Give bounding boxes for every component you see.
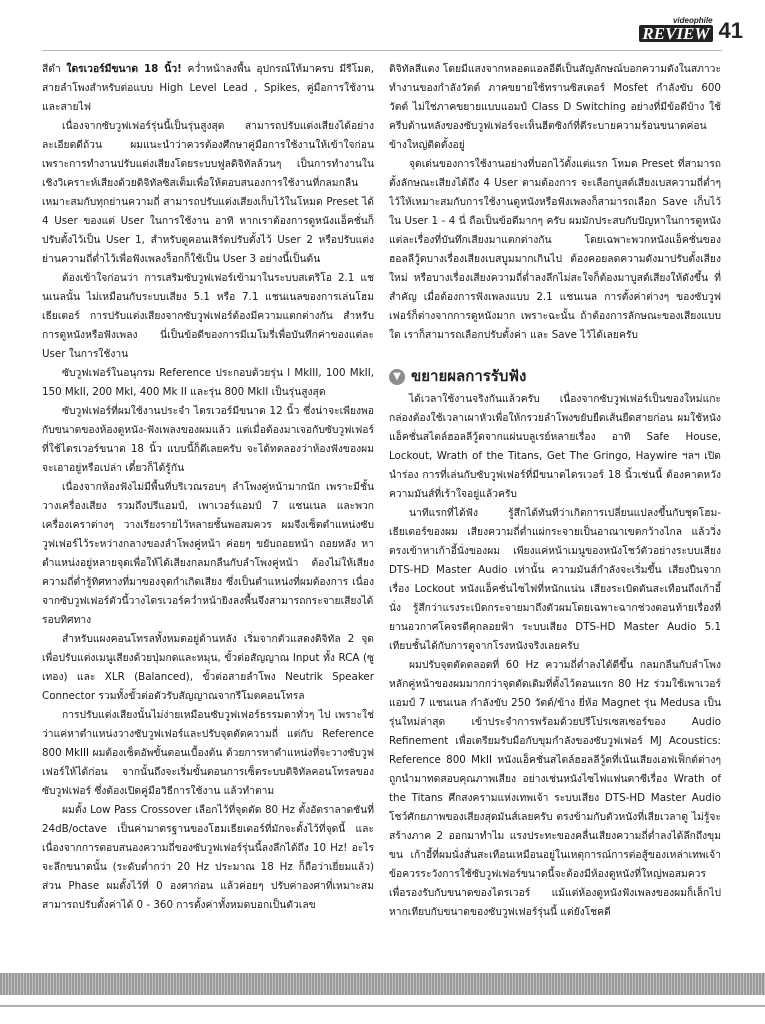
paragraph: ซับวูฟเฟอร์ในอนุกรม Reference ประกอบด้วยรุ่น l MkIII, 100 MkII, 150 MkII, 200 MkI, 400 Mk II และรุ่น 800 MkII เป็นรุ่นสูงสุด <box>42 367 374 398</box>
triangle-down-icon: ▼ <box>389 369 405 385</box>
magazine-logo <box>639 17 712 42</box>
logo-small-text: videophile <box>672 16 713 25</box>
column-left <box>42 60 374 965</box>
footer-rule <box>0 1005 765 1007</box>
paragraph: ผมตั้ง Low Pass Crossover เลือกไว้ที่จุดตัด 80 Hz ตั้งอัตราลาดชันที่ 24dB/octave เป็นค่ามาตรฐานของโฮมเธียเตอร์ที่มักจะตั้งไว้ที่จุดนี้ และเนื่องจากการตอบสนองความถี่ของซับวูฟเฟอร์รุ่นนี้ลงลึกได้ถึง 10 Hz! อะไรจะลึกขนาดนั้น (ระดับต่ำกว่า 20 Hz ประมาณ 18 Hz ก็ถือว่าเยี่ยมแล้ว) ส่วน Phase ผมตั้งไว้ที่ 0 องศาก่อน แล้วค่อยๆ ปรับค่าองศาที่เหมาะสม สามารถปรับตั้งค่าได้ 0 - 360 การตั้งค่าทั้งหมดบอกเป็นตัวเลข <box>42 804 374 911</box>
paragraph: เนื่องจากห้องฟังไม่มีพื้นที่บริเวณรอบๆ ลำโพงคู่หน้ามากนัก เพราะมีชั้นวางเครื่องเสียง รวมถึงปรีแอมป์, เพาเวอร์แอมป์ 7 แชนเนล และพวกเครื่องเคราต่างๆ วางเรียงรายไว้หลายชั้นพอสมควร ผมจึงเซ็ตตำแหน่งซับวูฟเฟอร์ไว้ระหว่างกลางของลำโพงคู่หน้า ค่อยๆ ขยับถอยหน้า ถอยหลัง หาตำแหน่งอยู่หลายจุดเพื่อให้ได้เสียงกลมกลืนกับลำโพงคู่หน้า ต้องไม่ให้เสียงความถี่ต่ำรู้ทิศทางที่มาของจุดกำเกิดเสียง ซึ่งเป็นตำแหน่งที่ผมต้องการ เนื่องจากซับวูฟเฟอร์ตัวนี้วางไดรเวอร์คว่ำหน้ายิงลงพื้นจึงสามารถกระจายเสียงได้รอบทิศทาง <box>42 481 374 626</box>
paragraph: ได้เวลาใช้งานจริงกันแล้วครับ เนื่องจากซับวูฟเฟอร์เป็นของใหม่แกะกล่องต้องใช้เวลาเผาหัวเพื่อให้กรวยลำโพงขยับยืดเส้นยืดสายก่อน ผมใช้หนังแอ็คชั่นสไตล์ฮอลลีวู้ดจากแผ่นบลูเรย์หลายเรื่อง อาทิ Safe House, Lockout, Wrath of the Titans, Get The Gringo, Haywire ฯลฯ เปิดนำร่อง การที่เล่นกับซับวูฟเฟอร์ที่มีขนาดไดรเวอร์ 18 นิ้วเช่นนี้ ต้องคาดหวังความมันส์ที่เร้าใจอยู่แล้วครับ <box>389 393 721 500</box>
paragraph: ผมปรับจุดตัดตลอดที่ 60 Hz ความถี่ต่ำลงได้ดีขึ้น กลมกลืนกับลำโพงหลักคู่หน้าของผมมากกว่าจุดตัดเดิมที่ตั้งไว้ตอนแรก 80 Hz ร่วมใช้เพาเวอร์แอมป์ 7 แชนเนล กำลังขับ 250 วัตต์/ข้าง ยี่ห้อ Magnet รุ่น Medusa เป็นรุ่นใหม่ล่าสุด เข้าประจำการพร้อมด้วยปรีโปรเซสเซอร์ของ Audio Refinement เพื่อเตรียมรับมือกับขุมกำลังของซับวูฟเฟอร์ MJ Acoustics: Reference 800 MkII หนังแอ็คชั่นสไตล์ฮอลลีวู้ดที่เน้นเสียงเอฟเฟ็กต์ต่างๆ ถูกนำมาทดสอบคุณภาพเสียง อย่างเช่นหนังไซไฟแฟนตาซีเรื่อง Wrath of the Titans ศึกสงครามแห่งเทพเจ้า ระบบเสียง DTS-HD Master Audio โชว์ศักยภาพของเสียงสุดมันส์เลยครับ ตรงข้ามกับตัวหนังที่เสียเวลาดู ไม่รู้จะสร้างภาค 2 ออกมาทำไม แรงประทะของคลื่นเสียงความถี่ต่ำลงได้ลึกถึงขุมขน เก้าอี้ที่ผมนั่งสั่นสะเทือนเหมือนอยู่ในเหตุการณ์การต่อสู้ของเหล่าเทพเจ้า ข้อควรระวังการใช้ซับวูฟเฟอร์ขนาดนี้จะต้องมีห้องดูหนังที่ใหญ่พอสมควรเพื่อรองรับกับขนาดของไดรเวอร์ แม้แต่ห้องดูหนังฟังเพลงของผมก็เล็กไป หากเทียบกับขนาดของซับวูฟเฟอร์รุ่นนี้ แต่ยังโชคดี <box>389 659 721 918</box>
section-heading <box>389 367 721 386</box>
paragraph: นาทีแรกที่ได้ฟัง รู้สึกได้ทันทีว่าเกิดการเปลี่ยนแปลงขึ้นกับชุดโฮม-เธียเตอร์ของผม เสียงความถี่ต่ำแผ่กระจายเป็นอาณาเขตกว้างไกล แล้ววิ่งตรงเข้าหาเก้าอี้นั่งของผม เพียงแค่หน้าเมนูของหนังโชว์ตัวอย่างระบบเสียง DTS-HD Master Audio เท่านั้น ความมันส์กำลังจะเริ่มขึ้น เสียงปืนจากเรื่อง Lockout หนังแอ็คชั่นไซไฟที่หนักแน่น เสียงระเบิดตันสะเทือนถึงเก้าอี้นั่ง รู้สึกว่าแรงระเบิดกระจายมาถึงตัวผมโดยเฉพาะฉากช่วงตอนท้ายเรื่องที่ยานอวกาศโคจรดีคุกลอยฟ้า ระบบเสียง DTS-HD Master Audio 5.1 เทียบชั้นได้กับการดูจากโรงหนังจริงเลยครับ <box>389 507 721 652</box>
logo-big-text: REVIEW <box>639 25 712 42</box>
footer-bar <box>0 973 765 995</box>
paragraph: การปรับแต่งเสียงนั้นไม่ง่ายเหมือนซับวูฟเฟอร์ธรรมดาทั่วๆ ไป เพราะใช่ว่าแค่หาตำแหน่งวางซับวูฟเฟอร์และปรับจุดตัดความถี่ แต่กับ Reference 800 MkIII ผมต้องเซ็ตอัพขั้นตอนเบื้องต้น ด้วยการหาตำแหน่งที่จะวางซับวูฟเฟอร์ให้ได้ก่อน จากนั้นถึงจะเริ่มขั้นตอนการเซ็ตระบบดิจิทัลคอนโทรลของซับวูฟเฟอร์ ซึ่งต้องเปิดคู่มือวิธีการใช้งาน แล้วทำตาม <box>42 709 374 797</box>
paragraph: ดิจิทัลสีแดง โดยมีแสงจากหลอดแอลอีดีเป็นสัญลักษณ์บอกความดังในสภาวะทำงานของกำลังวัตต์ ภาคขยายใช้ทรานซิสเตอร์ Mosfet กำลังขับ 600 วัตต์ ไม่ใช่ภาคขยายแบบแอมป์ Class D Switching อย่างที่มีข้อดีบ้าง ใช้ครีบด้านหลังของซับวูฟเฟอร์จะเห็นฮีตซิงก์ที่ดีระบายความร้อนขนาดค่อนข้างใหญ่ติดตั้งอยู่ <box>389 63 721 151</box>
paragraph: ต้องเข้าใจก่อนว่า การเสริมซับวูฟเฟอร์เข้ามาในระบบสเตริโอ 2.1 แชนเนลนั้น ไม่เหมือนกับระบบเสียง 5.1 หรือ 7.1 แชนเนลของการเล่นโฮมเธียเตอร์ การปรับแต่งเสียงจากซับวูฟเฟอร์ต้องมีความแตกต่างกัน สำหรับการดูหนังหรือฟังเพลง นี่เป็นข้อดีของการมีเมโมรี่เพื่อบันทึกค่าของแต่ละ User ในการใช้งาน <box>42 272 374 360</box>
page-number: 41 <box>718 18 743 43</box>
paragraph-prefix: สีดำ <box>42 63 67 75</box>
paragraph: จุดเด่นของการใช้งานอย่างที่บอกไว้ตั้งแต่แรก โหมด Preset ที่สามารถตั้งลักษณะเสียงได้ถึง 4 User ตามต้องการ จะเลือกบูสต์เสียงเบสความถี่ต่ำๆ ไว้ให้เหมาะสมกับการใช้งานดูหนังหรือฟังเพลงก็สามารถเลือก Save เก็บไว้ใน User 1 - 4 นี่ ถือเป็นข้อดีมากๆ ครับ ผมมักประสบกับปัญหาในการดูหนังแต่ละเรื่องที่บันทึกเสียงมาแตกต่างกัน โดยเฉพาะพวกหนังแอ็คชั่นของฮอลลีวู้ดบางเรื่องเสียงเบสบูมมากเกินไป ต้องคอยลดความดังมาปรับตั้งเสียงใหม่ หรือบางเรื่องเสียงความถี่ต่ำลงลึกไม่สะใจก็ต้องมาบูสต์เสียงให้ดังขึ้น ที่สำคัญ เมื่อต้องการฟังเพลงแบบ 2.1 แชนเนล การตั้งค่าต่างๆ ของซับวูฟเฟอร์ก็ต่างจากการดูหนังมาก เพราะฉะนั้น ถ้าต้องการลักษณะของเสียงแบบใด เราก็สามารถเลือกปรับตั้งค่า และ Save ไว้ได้เลยครับ <box>389 158 721 341</box>
column-right <box>389 60 721 965</box>
top-rule <box>42 50 722 51</box>
paragraph: เนื่องจากซับวูฟเฟอร์รุ่นนี้เป็นรุ่นสูงสุด สามารถปรับแต่งเสียงได้อย่างละเอียดดีถ้วน ผมแนะนำว่าควรต้องศึกษาคู่มือการใช้งานให้เข้าใจก่อน เพราะการทำงานปรับแต่งเสียงโดยระบบฟูลดิจิทัลล้วนๆ เป็นการทำงานในเชิงวิเคราะห์เสียงด้วยดิจิทัลซิสเต็มเพื่อให้ตอบสนองการใช้งานที่กลมกลืนเหมาะสมกับทุกย่านความถี่ สามารถปรับแต่งเสียงเก็บไว้ในโหมด Preset ได้ 4 User ของแต่ User ในการใช้งาน อาทิ หากเราต้องการดูหนังแอ็คชั่นก็ปรับตั้งไว้เป็น User 1, สำหรับดูคอนเสิร์ตปรับตั้งไว้ User 2 หรือปรับแต่งย่านความถี่ต่ำไว้เพื่อฟังเพลงร็อกก็ใช้เป็น User 3 อย่างนี้เป็นต้น <box>42 120 374 265</box>
section-title: ขยายผลการรับฟัง <box>411 367 527 385</box>
article-body <box>42 60 722 965</box>
paragraph: สำหรับแผงคอนโทรลทั้งหมดอยู่ด้านหลัง เริ่มจากตัวแสดงดิจิทัล 2 จุด เพื่อปรับแต่งเมนูเสียงด้วยปุ่มกดและหมุน, ขั้วต่อสัญญาณ Input ทั้ง RCA (ซูเทอง) และ XLR (Balanced), ขั้วต่อสายลำโพง Neutrik Speaker Connector รวมทั้งขั้วต่อตัวรับสัญญาณจากรีโมตคอนโทรล <box>42 633 374 702</box>
lead-text: ใดรเวอร์มีขนาด 18 นิ้ว! <box>66 63 182 75</box>
masthead <box>639 8 743 42</box>
paragraph: ซับวูฟเฟอร์ที่ผมใช้งานประจำ ไดรเวอร์มีขนาด 12 นิ้ว ซึ่งน่าจะเพียงพอกับขนาดของห้องดูหนัง-ฟังเพลงของผมแล้ว แต่เมื่อต้องมาเจอกับซับวูฟเฟอร์ที่ใช้ไดรเวอร์ขนาด 18 นิ้ว แบบนี้ก็ดีเลยครับ จะได้ทดลองว่าห้องฟังของผมจะเอาอยู่หรือเปล่า เดี๋ยวก็ได้รู้กัน <box>42 405 374 474</box>
paragraph <box>42 60 374 117</box>
paragraph-text: คว่ำหน้าลงพื้น อุปกรณ์ให้มาครบ มีรีโมต, สายลำโพงสำหรับต่อแบบ High Level Lead , Spikes, คู่มือการใช้งาน และสายไฟ <box>42 63 374 113</box>
